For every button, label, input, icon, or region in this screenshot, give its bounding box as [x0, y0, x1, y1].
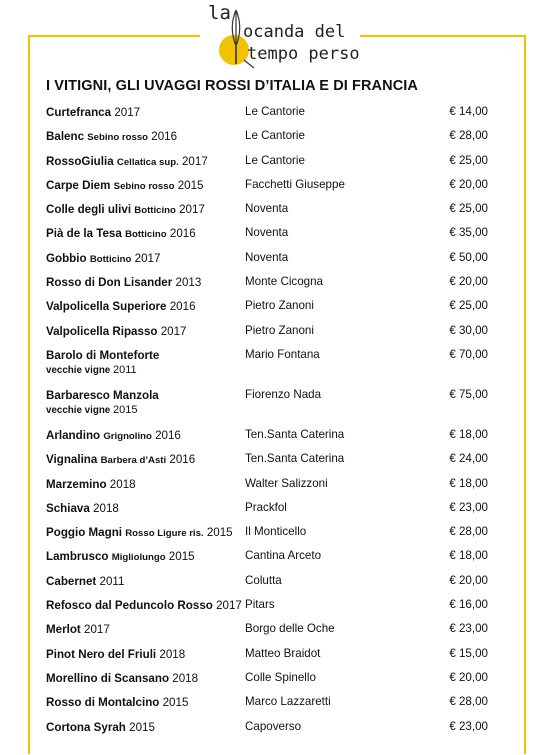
wine-name: Lambrusco: [46, 550, 109, 564]
wine-producer: Pietro Zanoni: [245, 299, 314, 313]
wine-price: € 20,00: [449, 670, 488, 684]
wine-row: [46, 547, 506, 571]
wine-name-cell: [46, 549, 246, 565]
wine-row: [46, 346, 506, 386]
wine-producer: Marco Lazzaretti: [245, 695, 331, 709]
wine-producer: Le Cantorie: [245, 105, 305, 118]
wine-name-cell: [46, 251, 246, 267]
wine-price: € 75,00: [449, 387, 488, 401]
wine-vintage: 2018: [159, 647, 186, 661]
wine-vintage: 2017: [160, 324, 187, 338]
wine-price: € 16,00: [449, 598, 488, 612]
wine-producer: Colutta: [245, 573, 282, 587]
wine-name-cell: [46, 695, 246, 710]
wine-vintage: 2015: [177, 178, 204, 192]
wine-producer: Matteo Braidot: [245, 646, 321, 660]
wine-row: [46, 620, 506, 644]
wine-name-cell: [46, 598, 246, 613]
wine-producer: Facchetti Giuseppe: [245, 177, 345, 191]
wine-price: € 30,00: [449, 323, 488, 337]
wine-row: [46, 386, 506, 426]
wine-producer: Borgo delle Oche: [245, 622, 335, 636]
wine-vintage: 2015: [162, 696, 189, 710]
wine-name: Pià de la Tesa: [46, 227, 122, 241]
wine-row: [46, 450, 506, 474]
wine-name: Vignalina: [46, 453, 98, 467]
wine-name-cell: [46, 720, 246, 735]
wine-subtitle: [46, 403, 246, 418]
wine-producer: Noventa: [245, 226, 289, 240]
wine-name-cell: [46, 574, 246, 589]
wine-subtitle: [46, 363, 246, 378]
wine-name-cell: [46, 428, 246, 444]
wine-name-cell: [46, 647, 246, 662]
wine-name: RossoGiulia: [46, 154, 114, 168]
wine-name: Carpe Diem: [46, 178, 111, 192]
wine-name: Rosso di Montalcino: [46, 696, 160, 710]
wine-row: [46, 572, 506, 596]
wine-price: € 35,00: [449, 226, 488, 240]
wine-vintage: 2017: [114, 106, 141, 119]
logo-text-line2: tempo perso: [247, 44, 360, 64]
wine-name-cell: [46, 501, 246, 516]
wine-producer: Ten.Santa Caterina: [245, 452, 345, 466]
wine-row: [46, 475, 506, 499]
wine-name: Cabernet: [46, 574, 97, 588]
wine-price: € 25,00: [449, 299, 488, 313]
wine-vintage: 2018: [172, 671, 199, 685]
wine-price: € 15,00: [449, 646, 488, 660]
wine-denomination: Sebino rosso: [113, 180, 175, 192]
wine-vintage: 2018: [109, 477, 136, 491]
wine-name: Barbaresco Manzola: [46, 388, 159, 402]
wine-vintage: 2017: [134, 251, 161, 265]
wine-vintage: 2017: [179, 203, 205, 217]
wine-row: [46, 718, 506, 742]
wine-name-cell: [46, 388, 246, 418]
wine-producer: Cantina Arceto: [245, 549, 322, 563]
wine-price: € 28,00: [449, 129, 488, 143]
wine-name: Poggio Magni: [46, 526, 122, 540]
wine-name: Gobbio: [46, 251, 87, 265]
wine-vintage: 2018: [93, 501, 119, 515]
wine-row: [46, 249, 506, 273]
wine-denomination: Migliolungo: [111, 552, 166, 564]
wine-name-cell: [46, 622, 246, 637]
wine-producer: Walter Salizzoni: [245, 476, 328, 490]
wine-price: € 23,00: [449, 622, 488, 636]
wine-row: [46, 297, 506, 321]
wine-producer: Pietro Zanoni: [245, 323, 314, 337]
wine-name: Refosco dal Peduncolo Rosso: [46, 599, 213, 613]
wine-price: € 50,00: [449, 250, 488, 264]
wine-price: € 23,00: [449, 500, 488, 514]
wine-row: [46, 200, 506, 224]
wine-vintage: 2015: [113, 403, 138, 416]
wine-producer: Pitars: [245, 598, 275, 612]
wine-name: Colle degli ulivi: [46, 203, 132, 217]
wine-row: [46, 273, 506, 297]
wine-denomination: Cellatica sup.: [116, 156, 179, 168]
wine-name: Valpolicella Superiore: [46, 300, 167, 314]
wine-vintage: 2017: [181, 154, 208, 168]
wine-denomination: Botticino: [134, 205, 176, 217]
wine-vintage: 2011: [113, 363, 137, 376]
wine-subtitle-text: vecchie vigne: [46, 404, 111, 416]
wine-price: € 28,00: [449, 525, 488, 539]
wine-row: [46, 523, 506, 547]
wine-producer: Capoverso: [245, 719, 302, 733]
wine-name-cell: [46, 154, 246, 170]
logo-text-line1: ocanda del: [243, 22, 346, 42]
wine-row: [46, 127, 506, 151]
wine-price: € 25,00: [449, 153, 488, 167]
wine-name-cell: [46, 178, 246, 194]
wine-producer: Ten.Santa Caterina: [245, 427, 345, 441]
wine-name-cell: [46, 299, 246, 314]
wine-price: € 25,00: [449, 202, 488, 216]
restaurant-logo: [200, 0, 360, 78]
wine-row: [46, 669, 506, 693]
wine-price: € 18,00: [449, 549, 488, 563]
wine-row: [46, 103, 506, 127]
wine-price: € 14,00: [449, 105, 488, 118]
wine-price: € 28,00: [449, 695, 488, 709]
wine-vintage: 2016: [155, 428, 181, 442]
wine-denomination: Botticino: [89, 253, 132, 265]
wine-price: € 23,00: [449, 719, 488, 733]
logo-text-la: la: [208, 2, 231, 24]
wine-name-cell: [46, 105, 246, 120]
wine-vintage: 2011: [99, 574, 125, 588]
wine-producer: Le Cantorie: [245, 153, 305, 167]
wine-row: [46, 693, 506, 717]
wine-name: Valpolicella Ripasso: [46, 324, 158, 338]
wine-producer: Prackfol: [245, 500, 287, 514]
wine-name-cell: [46, 202, 246, 218]
wine-denomination: Botticino: [125, 229, 167, 241]
wine-producer: Monte Cicogna: [245, 275, 323, 289]
wine-row: [46, 322, 506, 346]
wine-name-cell: [46, 226, 246, 242]
wine-name: Pinot Nero del Friuli: [46, 647, 157, 661]
wine-denomination: Barbera d’Asti: [100, 455, 167, 467]
wine-name-cell: [46, 324, 246, 339]
wine-name: Barolo di Monteforte: [46, 348, 160, 362]
wine-vintage: 2015: [168, 550, 195, 564]
wine-vintage: 2016: [169, 453, 196, 467]
page-title: I VITIGNI, GLI UVAGGI ROSSI D’ITALIA E DI FRANCIA: [46, 78, 418, 94]
wine-name: Balenc: [46, 130, 85, 144]
wine-denomination: Sebino rosso: [87, 132, 149, 144]
wine-name: Curtefranca: [46, 106, 112, 119]
wine-row: [46, 176, 506, 200]
wine-name: Arlandino: [46, 428, 101, 442]
wine-vintage: 2016: [151, 130, 178, 144]
wine-vintage: 2013: [175, 276, 202, 290]
wine-name-cell: [46, 671, 246, 686]
wine-producer: Colle Spinello: [245, 670, 316, 684]
wine-price: € 24,00: [449, 452, 488, 466]
wine-vintage: 2016: [169, 227, 196, 241]
wine-price: € 20,00: [449, 177, 488, 191]
wine-row: [46, 426, 506, 450]
wine-name: Cortona Syrah: [46, 720, 126, 734]
wine-name-cell: [46, 348, 246, 378]
wine-denomination: Rosso Ligure ris.: [125, 528, 204, 540]
wine-price: € 70,00: [449, 347, 488, 361]
wine-name-cell: [46, 275, 246, 290]
wine-name: Schiava: [46, 501, 90, 515]
wine-row: [46, 596, 506, 620]
wine-vintage: 2016: [169, 300, 196, 314]
wine-price: € 20,00: [449, 573, 488, 587]
wine-producer: Mario Fontana: [245, 347, 320, 361]
wine-row: [46, 499, 506, 523]
wine-name-cell: [46, 477, 246, 492]
wine-list: [46, 103, 506, 742]
wine-name: Merlot: [46, 623, 81, 637]
wine-producer: Noventa: [245, 250, 289, 264]
wine-subtitle-text: vecchie vigne: [46, 364, 111, 376]
wine-denomination: Grignolino: [103, 430, 152, 442]
wine-row: [46, 152, 506, 176]
wine-vintage: 2017: [84, 623, 110, 637]
wine-price: € 20,00: [449, 275, 488, 289]
wine-vintage: 2015: [206, 526, 233, 540]
wine-price: € 18,00: [449, 476, 488, 490]
wine-name: Morellino di Scansano: [46, 671, 170, 685]
wine-name: Rosso di Don Lisander: [46, 276, 173, 290]
wine-producer: Fiorenzo Nada: [245, 387, 322, 401]
wine-name-cell: [46, 525, 246, 541]
wine-vintage: 2017: [216, 599, 242, 613]
wine-producer: Il Monticello: [245, 525, 307, 539]
wine-name-cell: [46, 129, 246, 145]
wine-name: Marzemino: [46, 477, 107, 491]
wine-row: [46, 224, 506, 248]
wine-row: [46, 645, 506, 669]
wine-vintage: 2015: [129, 720, 155, 734]
wine-price: € 18,00: [449, 427, 488, 441]
wine-name-cell: [46, 452, 246, 468]
wine-producer: Le Cantorie: [245, 129, 305, 143]
wine-producer: Noventa: [245, 202, 289, 216]
